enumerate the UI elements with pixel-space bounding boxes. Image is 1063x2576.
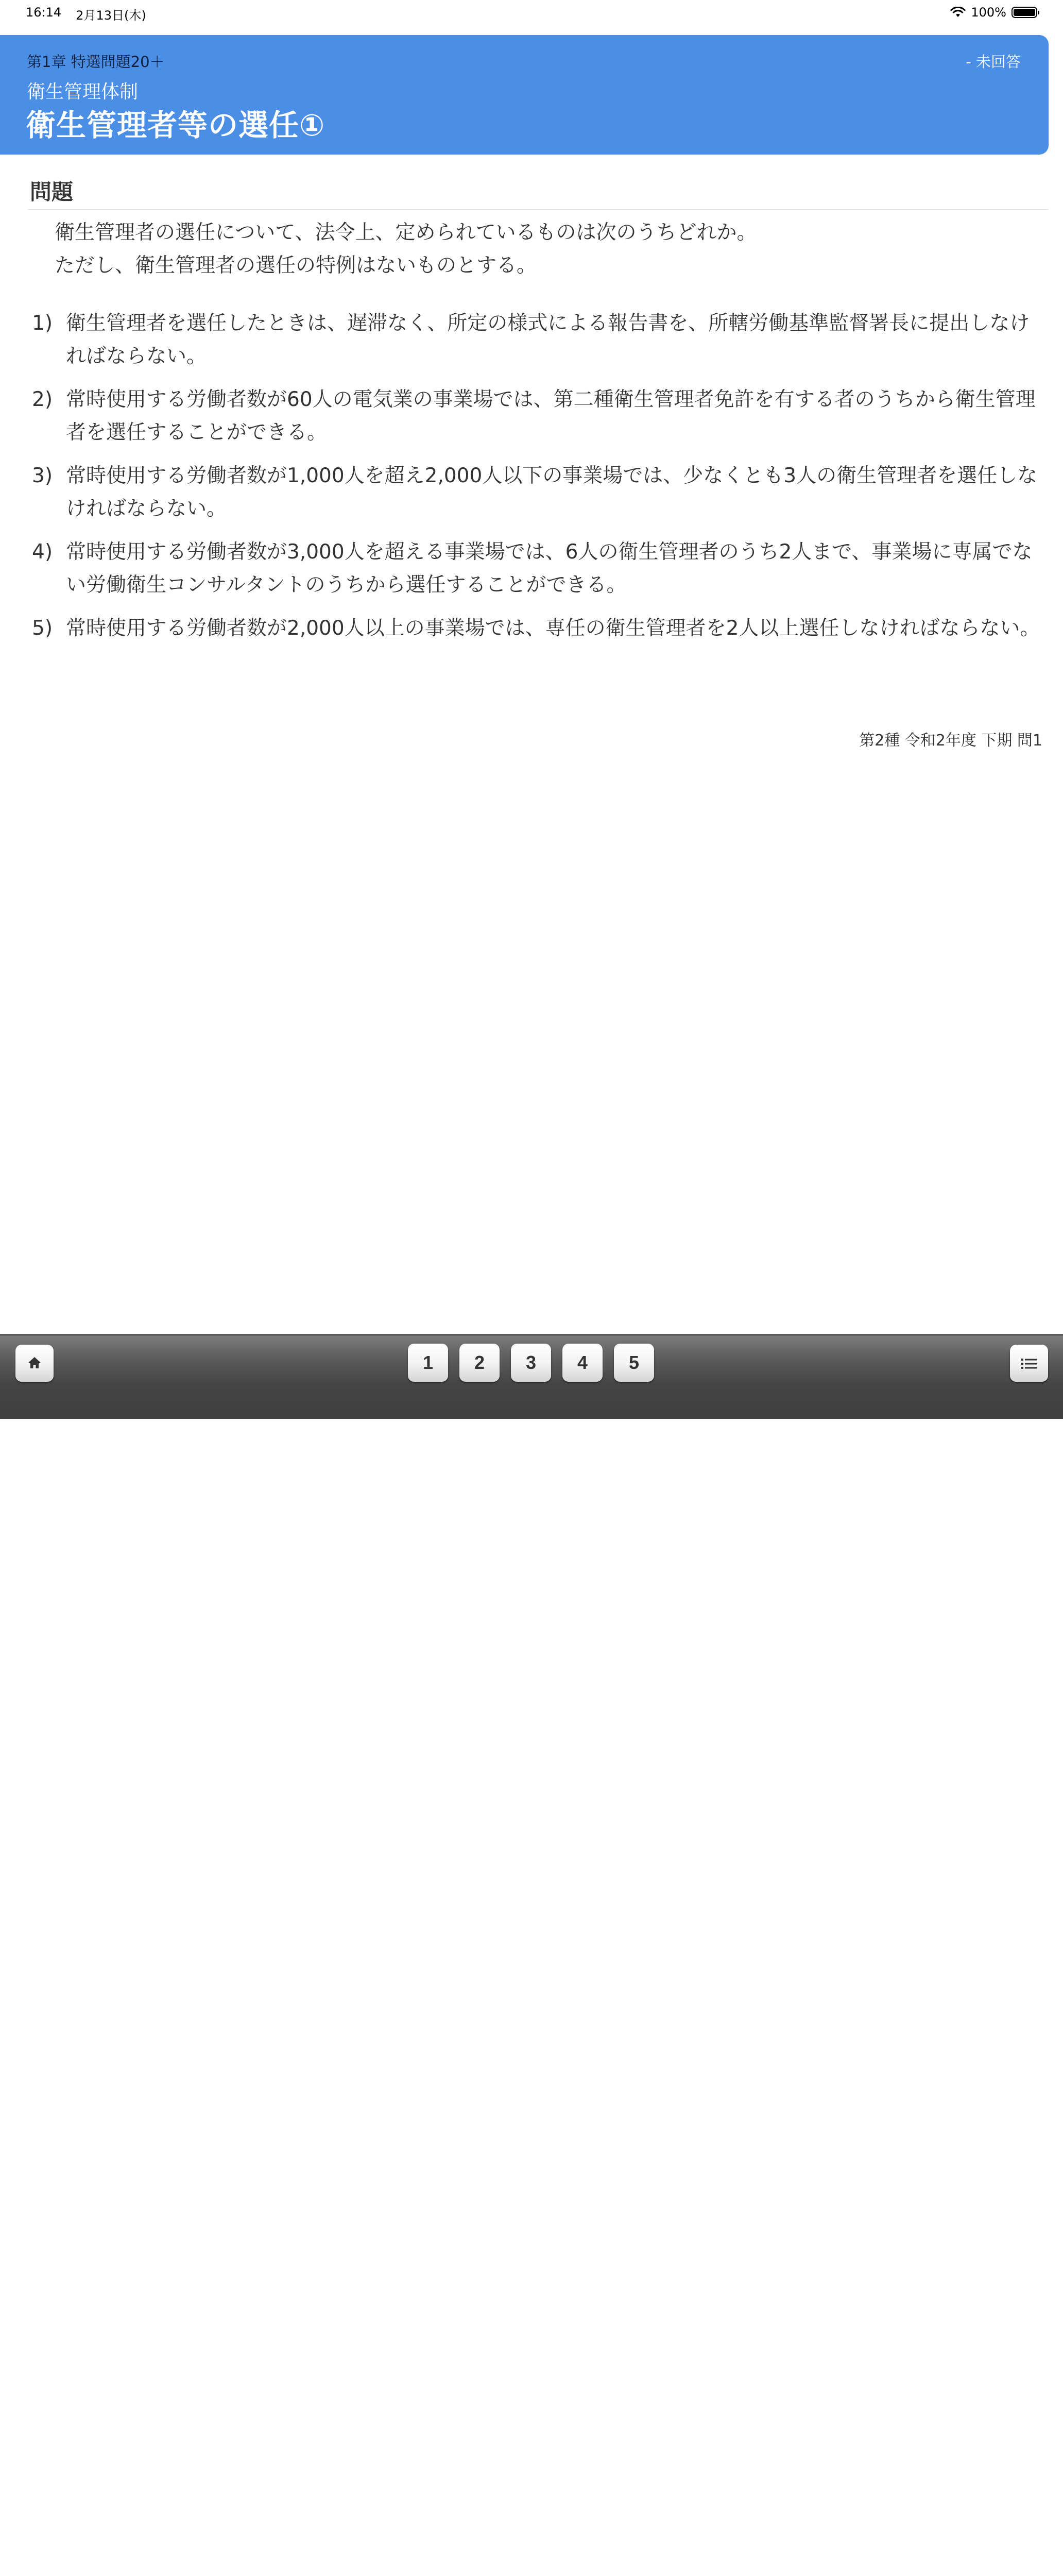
choice-number: 4): [32, 540, 53, 564]
answer-button-1[interactable]: 1: [408, 1344, 448, 1382]
list-button[interactable]: [1010, 1345, 1048, 1382]
answer-button-3[interactable]: 3: [511, 1344, 551, 1382]
question-header: [0, 35, 1049, 155]
divider: [28, 209, 1049, 210]
bottom-toolbar: [0, 1334, 1063, 1419]
choice-text: 常時使用する労働者数が1,000人を超え2,000人以下の事業場では、少なくとも3人の衛生管理者を選任しなければならない。: [66, 464, 1038, 520]
choice-3[interactable]: [32, 460, 1047, 526]
home-icon: [27, 1352, 42, 1374]
question-title: 衛生管理者等の選任①: [26, 108, 325, 143]
choice-5[interactable]: [32, 612, 1047, 645]
question-line: 衛生管理者の選任について、法令上、定められているものは次のうちどれか。: [55, 221, 757, 244]
choice-text: 衛生管理者を選任したときは、遅滞なく、所定の様式による報告書を、所轄労働基準監督署長に提出しなければならない。: [66, 312, 1030, 368]
status-left: [26, 5, 146, 23]
choice-text: 常時使用する労働者数が60人の電気業の事業場では、第二種衛生管理者免許を有する者のうちから衛生管理者を選任することができる。: [66, 388, 1036, 444]
home-button[interactable]: [15, 1345, 54, 1382]
chapter-label: 第1章 特選問題20＋: [27, 53, 165, 71]
wifi-icon: [950, 7, 966, 18]
question-heading: 問題: [30, 179, 74, 205]
answer-status: - 未回答: [966, 53, 1021, 71]
choice-2[interactable]: [32, 383, 1047, 449]
status-right: [950, 5, 1037, 20]
choice-number: 2): [32, 388, 53, 411]
battery-icon: [1011, 7, 1037, 18]
question-line: ただし、衛生管理者の選任の特例はないものとする。: [55, 254, 537, 277]
choice-4[interactable]: [32, 536, 1047, 602]
choice-number: 1): [32, 312, 53, 335]
choice-1[interactable]: [32, 307, 1047, 373]
status-bar: [0, 0, 1063, 27]
battery-percent: 100%: [971, 5, 1006, 20]
choice-number: 5): [32, 617, 53, 640]
choice-text: 常時使用する労働者数が3,000人を超える事業場では、6人の衛生管理者のうち2人まで、事業場に専属でない労働衛生コンサルタントのうちから選任することができる。: [66, 540, 1033, 597]
answer-button-4[interactable]: 4: [562, 1344, 603, 1382]
status-date: 2月13日(木): [76, 8, 146, 23]
list-icon: [1021, 1352, 1037, 1374]
choice-number: 3): [32, 464, 53, 487]
answer-button-5[interactable]: 5: [614, 1344, 654, 1382]
status-time: 16:14: [26, 5, 62, 20]
question-text: [55, 216, 1023, 282]
choice-text: 常時使用する労働者数が2,000人以上の事業場では、専任の衛生管理者を2人以上選任しなければならない。: [66, 617, 1040, 640]
category-label: 衛生管理体制: [27, 81, 139, 103]
choice-list: [32, 307, 1047, 655]
answer-button-2[interactable]: 2: [459, 1344, 500, 1382]
question-source: 第2種 令和2年度 下期 問1: [859, 732, 1042, 750]
